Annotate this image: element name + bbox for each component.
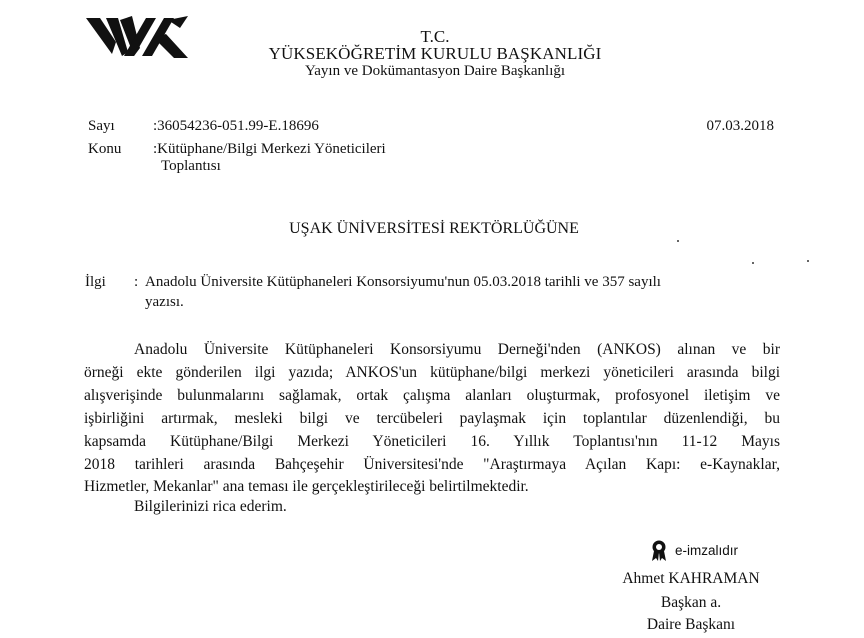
body-line: işbirliğini artırmak, mesleki bilgi ve tercübeleri paylaşmak için toplantılar düzenlendiği, bu bbox=[84, 410, 780, 427]
signatory-title-line1: Başkan a. bbox=[660, 594, 722, 611]
sayi-label: Sayı bbox=[88, 118, 115, 134]
scan-speck bbox=[677, 240, 679, 242]
body-line: örneği ekte gönderilen ilgi yazıda; ANKOS'un kütüphane/bilgi merkezi yöneticileri arasında bilgi bbox=[84, 364, 780, 381]
konu-label: Konu bbox=[88, 141, 122, 157]
body-line: Hizmetler, Mekanlar" ana teması ile gerçekleştirileceği belirtilmektedir. bbox=[84, 478, 529, 495]
body-line: alışverişinde bulunmalarını sağlamak, ortak çalışma alanları oluşturmak, profosyonel iletişim ve bbox=[84, 387, 780, 404]
body-line: Anadolu Üniversite Kütüphaneleri Konsorsiyumu Derneği'nden (ANKOS) alınan ve bir bbox=[134, 341, 780, 358]
sayi-value: :36054236-051.99-E.18696 bbox=[153, 118, 319, 134]
body-line: kapsamda Kütüphane/Bilgi Merkezi Yöneticileri 16. Yıllık Toplantısı'nın 11-12 Mayıs bbox=[84, 433, 780, 450]
signatory-title-line2: Daire Başkanı bbox=[646, 616, 736, 633]
ribbon-seal-icon bbox=[651, 540, 667, 562]
recipient-heading: UŞAK ÜNİVERSİTESİ REKTÖRLÜĞÜNE bbox=[289, 220, 579, 237]
scan-speck bbox=[752, 262, 754, 264]
body-line: 2018 tarihleri arasında Bahçeşehir Üniversitesi'nde "Araştırmaya Açılan Kapı: e-Kaynaklar, bbox=[84, 456, 780, 473]
ilgi-text-line2: yazısı. bbox=[145, 294, 184, 310]
header-organization: YÜKSEKÖĞRETİM KURULU BAŞKANLIĞI bbox=[268, 44, 602, 63]
scan-speck bbox=[807, 260, 809, 262]
document-date: 07.03.2018 bbox=[706, 118, 774, 134]
konu-value-line2: Toplantısı bbox=[161, 158, 221, 174]
signatory-name: Ahmet KAHRAMAN bbox=[622, 570, 760, 587]
yok-logo bbox=[84, 12, 192, 62]
e-signature-label: e-imzalıdır bbox=[675, 543, 739, 558]
header-tc: T.C. bbox=[420, 27, 450, 46]
ilgi-label: İlgi bbox=[85, 274, 106, 290]
ilgi-text-line1: Anadolu Üniversite Kütüphaneleri Konsorsiyumu'nun 05.03.2018 tarihli ve 357 sayılı bbox=[145, 274, 661, 290]
header-department: Yayın ve Dokümantasyon Daire Başkanlığı bbox=[304, 63, 566, 79]
ilgi-colon: : bbox=[134, 274, 139, 290]
konu-value-line1: :Kütüphane/Bilgi Merkezi Yöneticileri bbox=[153, 141, 386, 157]
closing-text: Bilgilerinizi rica ederim. bbox=[134, 498, 287, 515]
